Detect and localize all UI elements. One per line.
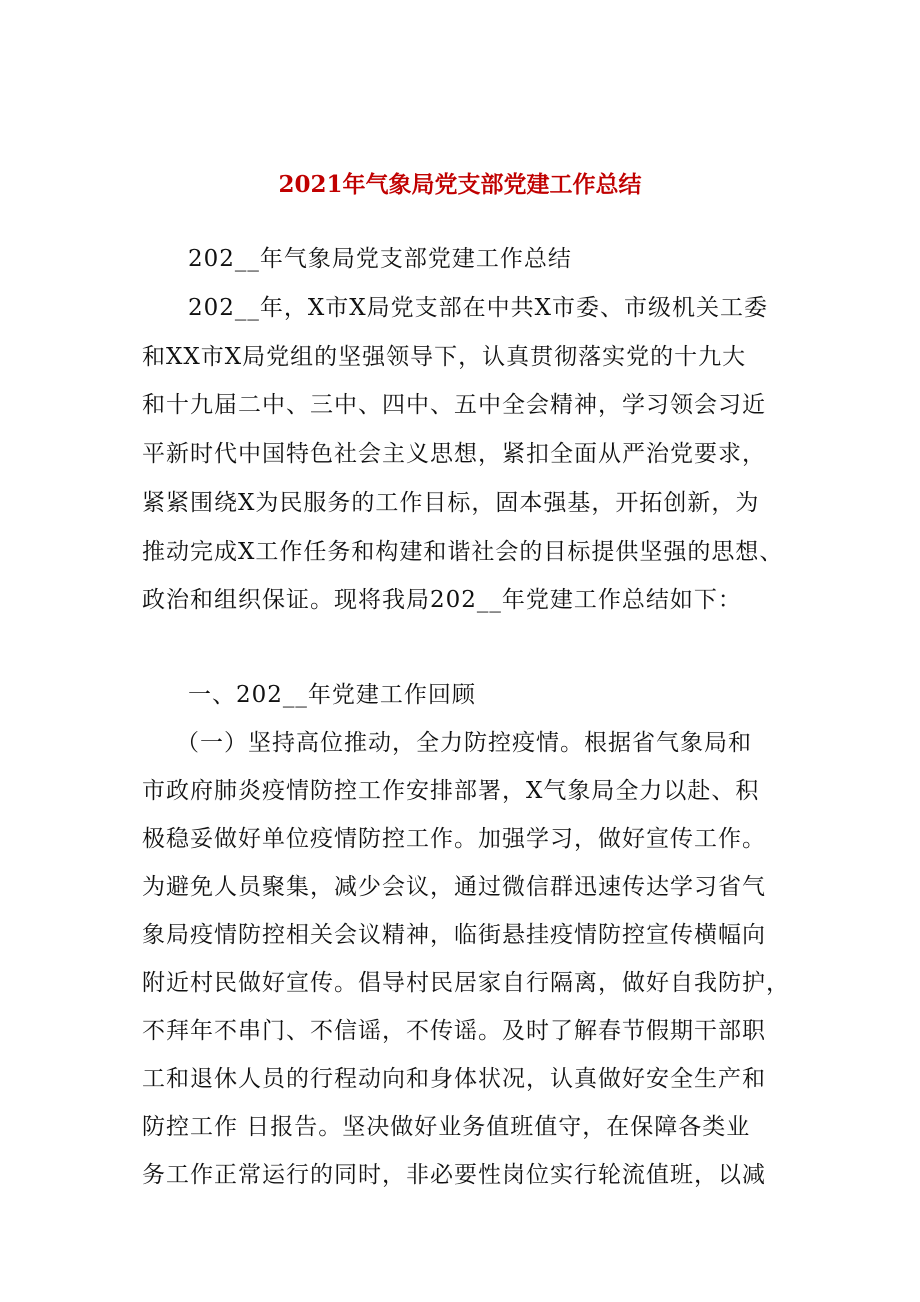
- section-line: （一）坚持高位推动，全力防控疫情。根据省气象局和: [176, 730, 752, 756]
- intro-line: 平新时代中国特色社会主义思想，紧扣全面从严治党要求，: [142, 441, 766, 467]
- section-line: 附近村民做好宣传。倡导村民居家自行隔离，做好自我防护，: [142, 970, 790, 996]
- section-line: 防控工作 日报告。坚决做好业务值班值守，在保障各类业: [142, 1114, 751, 1140]
- intro-line: 202__年，X市X局党支部在中共X市委、市级机关工委: [188, 295, 769, 321]
- section-line: 工和退休人员的行程动向和身体状况，认真做好安全生产和: [142, 1066, 766, 1092]
- intro-line: 推动完成X工作任务和构建和谐社会的目标提供坚强的思想、: [142, 539, 784, 565]
- section-line: 为避免人员聚集，减少会议，通过微信群迅速传达学习省气: [142, 874, 766, 900]
- section-line: 不拜年不串门、不信谣，不传谣。及时了解春节假期干部职: [142, 1018, 766, 1044]
- document-subtitle: 202__年气象局党支部党建工作总结: [188, 246, 572, 272]
- intro-line: 紧紧围绕X为民服务的工作目标，固本强基，开拓创新，为: [142, 490, 760, 516]
- document-title: 2021年气象局党支部党建工作总结: [278, 171, 642, 198]
- section-line: 象局疫情防控相关会议精神，临街悬挂疫情防控宣传横幅向: [142, 922, 766, 948]
- intro-line: 和XX市X局党组的坚强领导下，认真贯彻落实党的十九大: [142, 344, 747, 370]
- section-heading: 一、202__年党建工作回顾: [188, 682, 476, 708]
- intro-line: 和十九届二中、三中、四中、五中全会精神，学习领会习近: [142, 392, 766, 418]
- intro-line: 政治和组织保证。现将我局202__年党建工作总结如下：: [142, 587, 742, 613]
- section-line: 极稳妥做好单位疫情防控工作。加强学习，做好宣传工作。: [142, 826, 766, 852]
- section-line: 市政府肺炎疫情防控工作安排部署，X气象局全力以赴、积: [142, 778, 760, 804]
- section-line: 务工作正常运行的同时，非必要性岗位实行轮流值班，以减: [142, 1162, 766, 1188]
